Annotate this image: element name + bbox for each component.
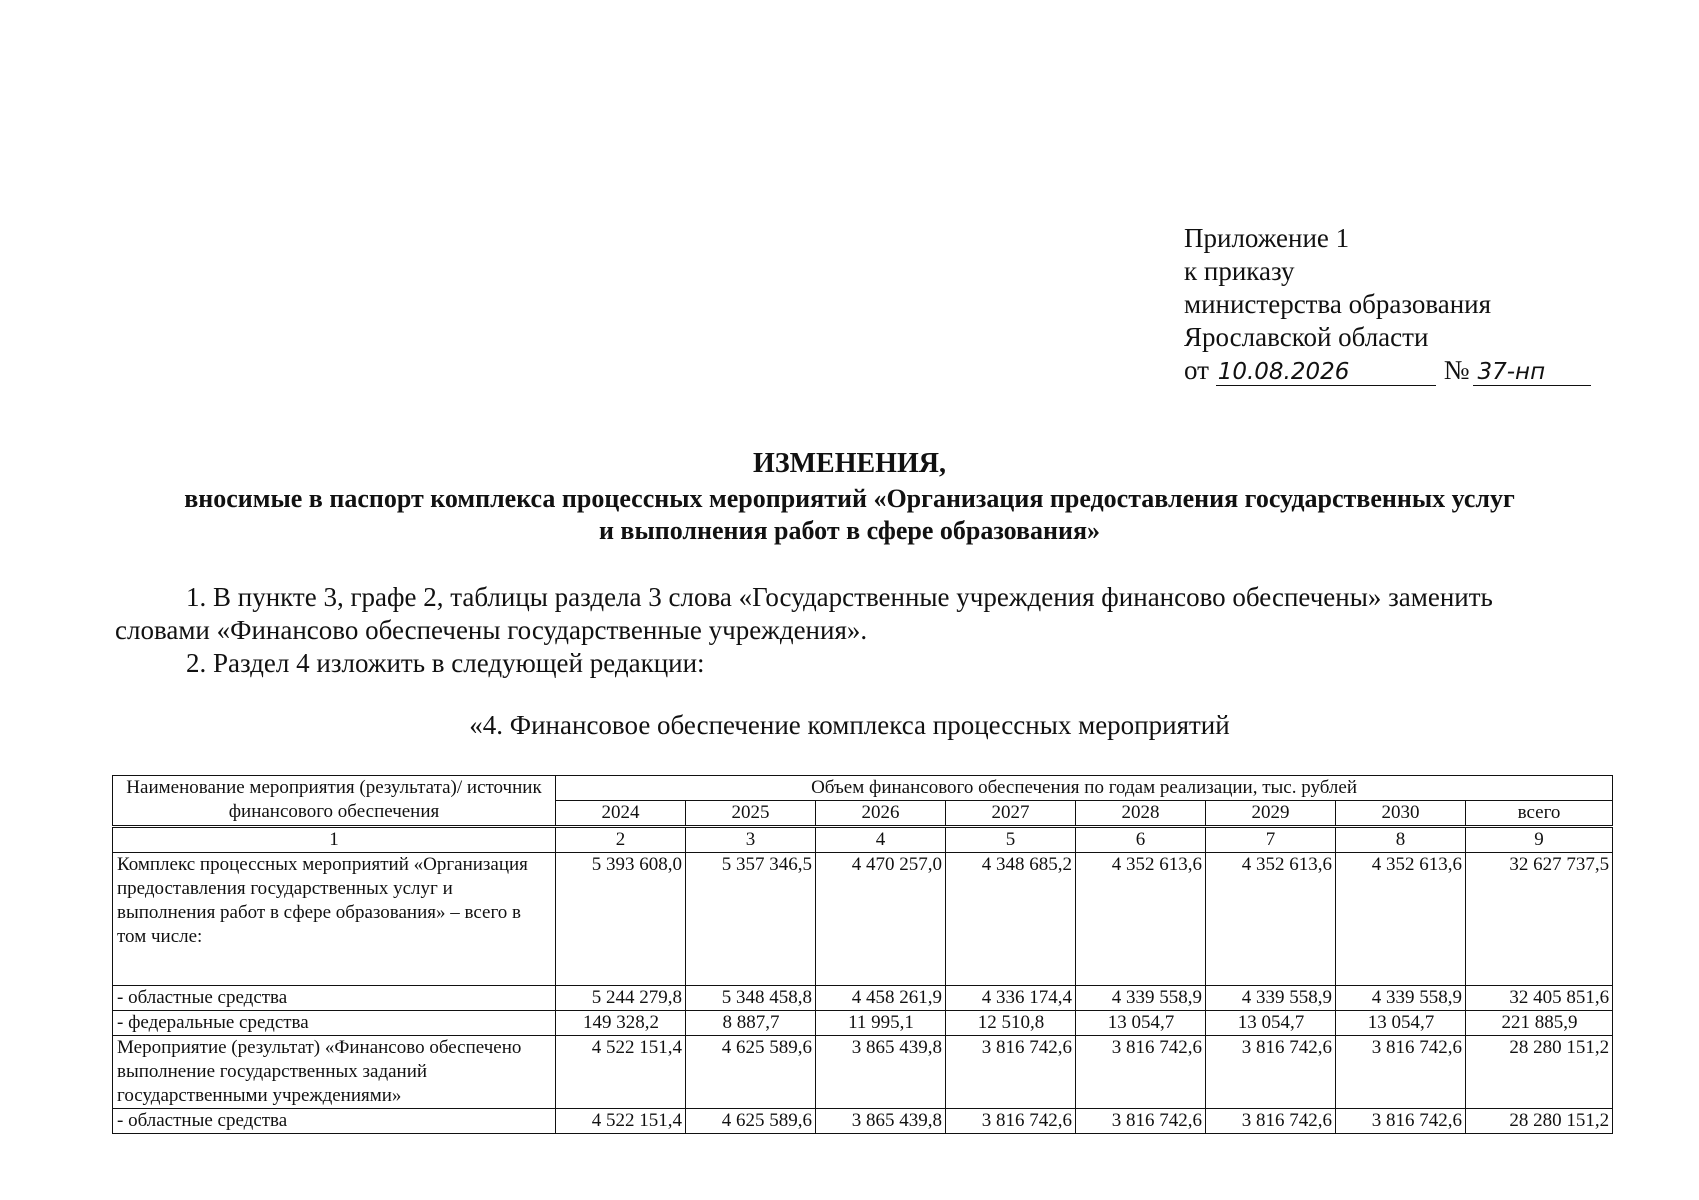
value-cell: 3 816 742,6: [946, 1109, 1076, 1134]
year-header: 2025: [686, 801, 816, 827]
header-name-cell: Наименование мероприятия (результата)/ источник финансового обеспечения: [113, 776, 556, 827]
value-cell: 4 470 257,0: [816, 853, 946, 986]
column-number: 6: [1076, 827, 1206, 853]
column-number: 1: [113, 827, 556, 853]
appendix-line-2: к приказу: [1184, 256, 1295, 286]
total-value-cell: 221 885,9: [1466, 1011, 1613, 1036]
year-header: 2028: [1076, 801, 1206, 827]
value-cell: 13 054,7: [1076, 1011, 1206, 1036]
paragraph-1-line-2: словами «Финансово обеспечены государственные учреждения».: [115, 615, 868, 645]
value-cell: 3 816 742,6: [1076, 1036, 1206, 1109]
column-number: 9: [1466, 827, 1613, 853]
paragraph-2: 2. Раздел 4 изложить в следующей редакции:: [186, 648, 705, 678]
row-name-cell: - федеральные средства: [113, 1011, 556, 1036]
table-row-complex-total: [113, 853, 1613, 986]
value-cell: 4 352 613,6: [1336, 853, 1466, 986]
year-header: 2024: [556, 801, 686, 827]
value-cell: 4 352 613,6: [1206, 853, 1336, 986]
column-number: 4: [816, 827, 946, 853]
column-number: 7: [1206, 827, 1336, 853]
total-value-cell: 28 280 151,2: [1466, 1036, 1613, 1109]
year-header: 2030: [1336, 801, 1466, 827]
year-header: 2029: [1206, 801, 1336, 827]
document-subtitle-line-1: вносимые в паспорт комплекса процессных мероприятий «Организация предоставления государственных услуг: [184, 484, 1515, 513]
value-cell: 4 348 685,2: [946, 853, 1076, 986]
order-date-number-line: [1184, 354, 1604, 387]
table-column-numbers-row: [113, 827, 1613, 853]
value-cell: 4 522 151,4: [556, 1109, 686, 1134]
section-4-title: «4. Финансовое обеспечение комплекса процессных мероприятий: [469, 710, 1230, 740]
value-cell: 3 816 742,6: [1076, 1109, 1206, 1134]
value-cell: 4 352 613,6: [1076, 853, 1206, 986]
row-name-cell: - областные средства: [113, 1109, 556, 1134]
table-row-state-assignments: [113, 1036, 1613, 1109]
value-cell: 3 865 439,8: [816, 1036, 946, 1109]
value-cell: 5 357 346,5: [686, 853, 816, 986]
header-volume-cell: Объем финансового обеспечения по годам реализации, тыс. рублей: [556, 776, 1613, 801]
total-value-cell: 32 405 851,6: [1466, 986, 1613, 1011]
value-cell: 4 336 174,4: [946, 986, 1076, 1011]
value-cell: 4 625 589,6: [686, 1109, 816, 1134]
handwritten-order-number: 37-нп: [1473, 359, 1591, 386]
year-header: 2027: [946, 801, 1076, 827]
document-subtitle-line-2: и выполнения работ в сфере образования»: [598, 516, 1101, 545]
table-row-regional-funds: [113, 986, 1613, 1011]
value-cell: 4 339 558,9: [1206, 986, 1336, 1011]
value-cell: 4 339 558,9: [1076, 986, 1206, 1011]
value-cell: 13 054,7: [1336, 1011, 1466, 1036]
value-cell: 149 328,2: [556, 1011, 686, 1036]
value-cell: 5 393 608,0: [556, 853, 686, 986]
year-header: 2026: [816, 801, 946, 827]
appendix-line-4: Ярославской области: [1184, 322, 1429, 352]
document-title: ИЗМЕНЕНИЯ,: [753, 448, 946, 479]
value-cell: 3 816 742,6: [1206, 1036, 1336, 1109]
value-cell: 13 054,7: [1206, 1011, 1336, 1036]
total-header: всего: [1466, 801, 1613, 827]
total-value-cell: 32 627 737,5: [1466, 853, 1613, 986]
value-cell: 3 816 742,6: [1206, 1109, 1336, 1134]
value-cell: 4 339 558,9: [1336, 986, 1466, 1011]
value-cell: 4 458 261,9: [816, 986, 946, 1011]
appendix-block: [1184, 222, 1604, 387]
value-cell: 11 995,1: [816, 1011, 946, 1036]
appendix-line-3: министерства образования: [1184, 289, 1492, 319]
value-cell: 8 887,7: [686, 1011, 816, 1036]
from-label: от: [1184, 355, 1209, 385]
value-cell: 3 816 742,6: [1336, 1036, 1466, 1109]
value-cell: 5 348 458,8: [686, 986, 816, 1011]
value-cell: 5 244 279,8: [556, 986, 686, 1011]
row-name-cell: Мероприятие (результат) «Финансово обеспечено выполнение государственных заданий государственными учреждениями»: [113, 1036, 556, 1109]
value-cell: 3 865 439,8: [816, 1109, 946, 1134]
financing-table: [112, 775, 1613, 1134]
table-header-row-1: [113, 776, 1613, 801]
total-value-cell: 28 280 151,2: [1466, 1109, 1613, 1134]
paragraph-1-line-1: 1. В пункте 3, графе 2, таблицы раздела 3 слова «Государственные учреждения финансово обеспечены» заменить: [186, 582, 1493, 612]
appendix-line-1: Приложение 1: [1184, 223, 1350, 253]
column-number: 5: [946, 827, 1076, 853]
value-cell: 4 625 589,6: [686, 1036, 816, 1109]
table-row-federal-funds: [113, 1011, 1613, 1036]
number-sign: №: [1443, 355, 1470, 385]
value-cell: 12 510,8: [946, 1011, 1076, 1036]
column-number: 2: [556, 827, 686, 853]
row-name-cell: Комплекс процессных мероприятий «Организация предоставления государственных услуг и выполнения работ в сфере образования» – всего в том числе:: [113, 853, 556, 986]
handwritten-order-date: 10.08.2026: [1216, 359, 1436, 386]
value-cell: 3 816 742,6: [1336, 1109, 1466, 1134]
table-row-state-assignments-regional: [113, 1109, 1613, 1134]
value-cell: 3 816 742,6: [946, 1036, 1076, 1109]
row-name-cell: - областные средства: [113, 986, 556, 1011]
value-cell: 4 522 151,4: [556, 1036, 686, 1109]
column-number: 3: [686, 827, 816, 853]
column-number: 8: [1336, 827, 1466, 853]
